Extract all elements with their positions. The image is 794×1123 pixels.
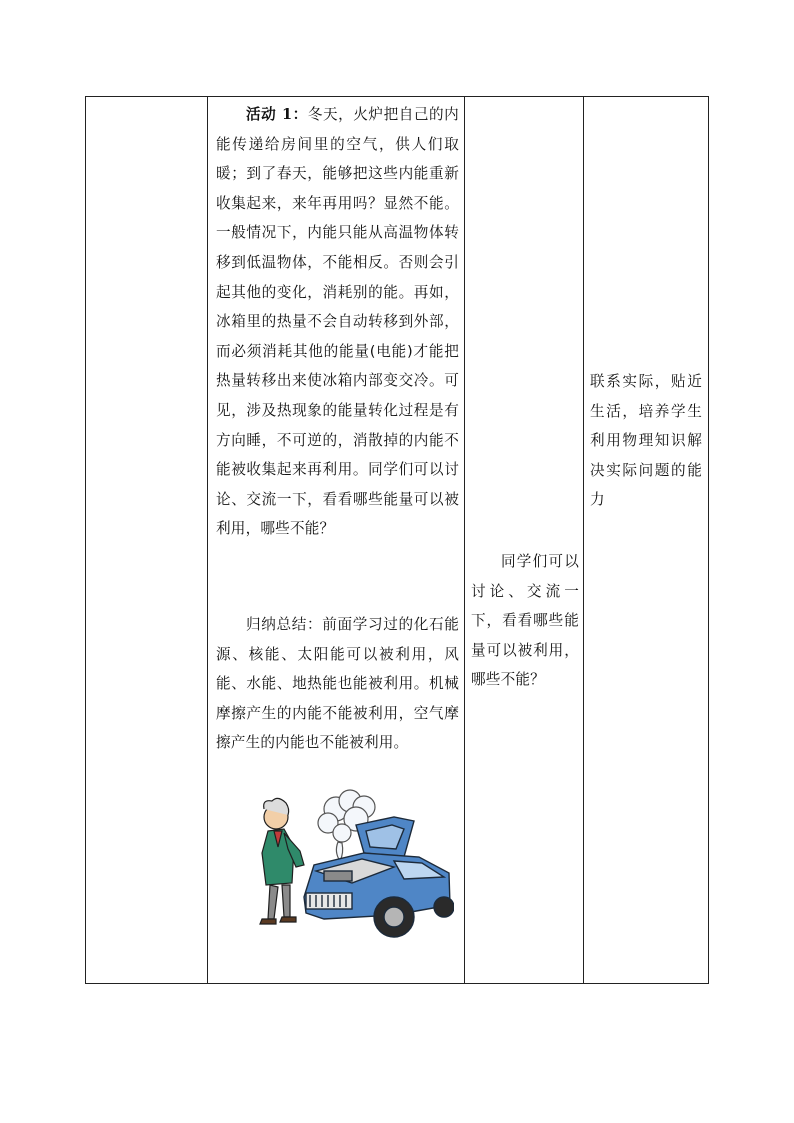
car-icon <box>304 817 454 937</box>
overheated-car-illustration <box>244 787 454 947</box>
activity-text: 冬天，火炉把自己的内能传递给房间里的空气，供人们取暖；到了春天，能够把这些内能重新收集起来，来年再用吗？显然不能。一般情况下，内能只能从高温物体转移到低温物体，不能相反。否则会引起其他的变化，消耗别的能。再如，冰箱里的热量不会自动转移到外部，而必须消耗其他的能量(电能)才能把热量转移出来使冰箱内部变交冷。可见，涉及热现象的能量转化过程是有方向睡，不可逆的，消散掉的内能不能被收集起来再利用。同学们可以讨论、交流一下，看看哪些能量可以被利用，哪些不能？ <box>216 106 459 538</box>
table-column-student-activity <box>465 97 584 983</box>
summary-paragraph: 归纳总结：前面学习过的化石能源、核能、太阳能可以被利用，风能、水能、地热能也能被利用。机械摩擦产生的内能不能被利用，空气摩擦产生的内能也不能被利用。 <box>216 616 459 752</box>
activity-lead: 活动 1： <box>246 106 308 123</box>
table-column-teacher-activity <box>208 97 465 983</box>
table-column-design-intent <box>584 97 709 983</box>
student-activity-text: 同学们可以讨论、交流一下，看看哪些能量可以被利用，哪些不能？ <box>471 553 579 689</box>
table-column-empty <box>86 97 208 983</box>
man-icon <box>260 798 304 924</box>
activity-paragraph <box>216 100 459 544</box>
design-intent-text: 联系实际，贴近生活，培养学生利用物理知识解决实际问题的能力 <box>590 373 702 509</box>
lesson-table <box>85 96 709 984</box>
